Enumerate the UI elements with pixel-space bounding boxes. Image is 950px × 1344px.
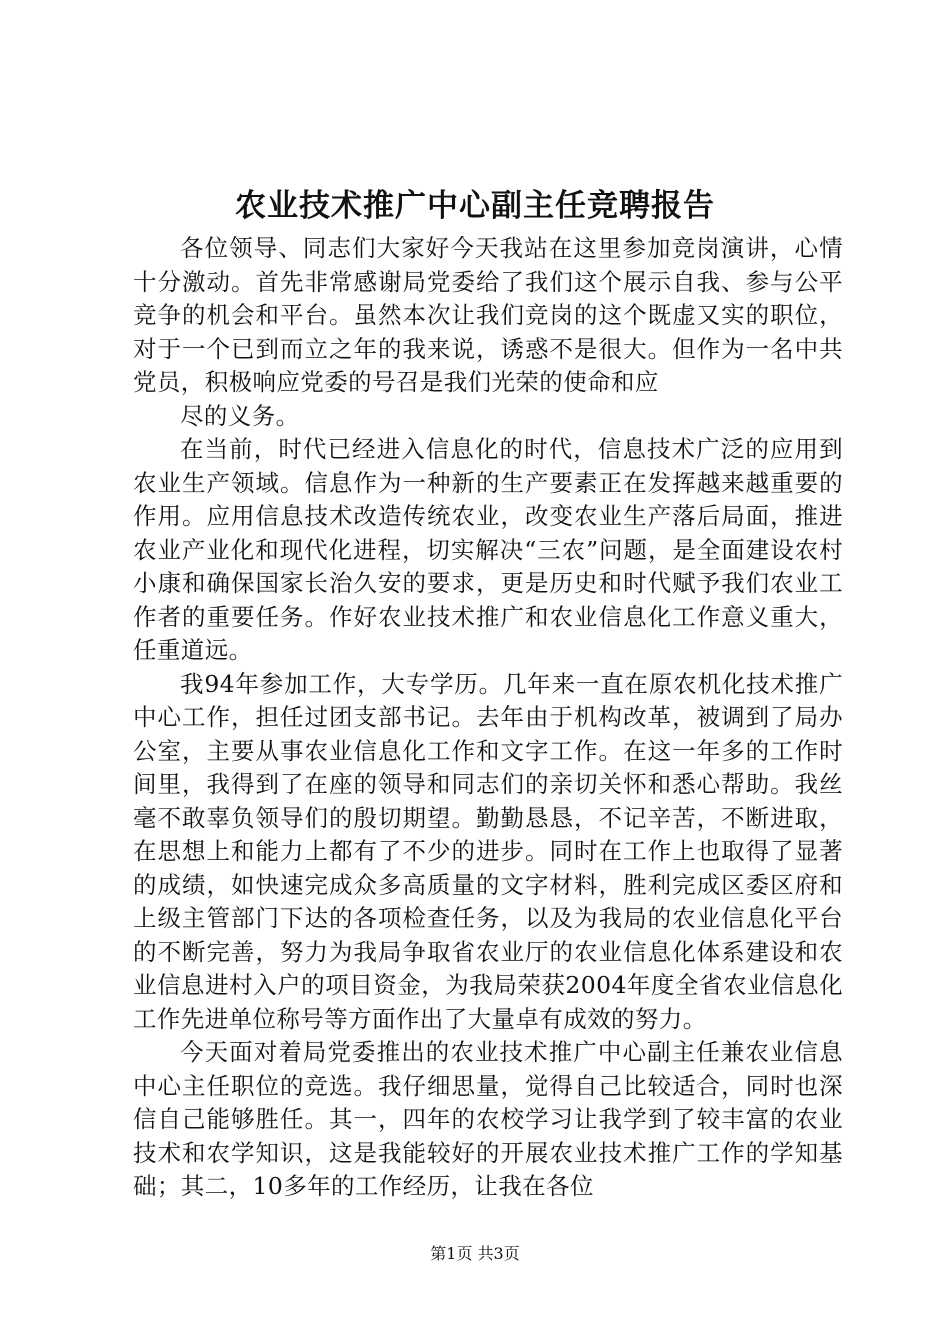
paragraph-candidacy: 今天面对着局党委推出的农业技术推广中心副主任兼农业信息中心主任职位的竞选。我仔细思量，觉得自己比较适合，同时也深信自己能够胜任。其一，四年的农校学习让我学到了较丰富的农业技术和农学知识，这是我能较好的开展农业技术推广工作的学知基础；其二，10多年的工作经历，让我在各位 bbox=[133, 1038, 843, 1200]
paragraph-informatization: 在当前，时代已经进入信息化的时代，信息技术广泛的应用到农业生产领域。信息作为一种新的生产要素正在发挥越来越重要的作用。应用信息技术改造传统农业，改变农业生产落后局面，推进农业产业化和现代化进程，切实解决“三农”问题，是全面建设农村小康和确保国家长治久安的要求，更是历史和时代赋予我们农业工作者的重要任务。作好农业技术推广和农业信息化工作意义重大，任重道远。 bbox=[133, 435, 843, 664]
paragraph-greeting: 各位领导、同志们大家好今天我站在这里参加竞岗演讲，心情十分激动。首先非常感谢局党委给了我们这个展示自我、参与公平竞争的机会和平台。虽然本次让我们竞岗的这个既虚又实的职位，对于一个已到而立之年的我来说，诱惑不是很大。但作为一名中共党员，积极响应党委的号召是我们光荣的使命和应 bbox=[133, 234, 843, 396]
page-footer: 第1页 共3页 bbox=[430, 1244, 520, 1263]
paragraph-experience: 我94年参加工作，大专学历。几年来一直在原农机化技术推广中心工作，担任过团支部书记。去年由于机构改革，被调到了局办公室，主要从事农业信息化工作和文字工作。在这一年多的工作时间里，我得到了在座的领导和同志们的亲切关怀和悉心帮助。我丝毫不敢辜负领导们的殷切期望。勤勤恳恳，不记辛苦，不断进取，在思想上和能力上都有了不少的进步。同时在工作上也取得了显著的成绩，如快速完成众多高质量的文字材料，胜利完成区委区府和上级主管部门下达的各项检查任务，以及为我局的农业信息化平台的不断完善，努力为我局争取省农业厅的农业信息化体系建设和农业信息进村入户的项目资金，为我局荣获2004年度全省农业信息化工作先进单位称号等方面作出了大量卓有成效的努力。 bbox=[133, 669, 843, 1033]
document-title: 农业技术推广中心副主任竞聘报告 bbox=[235, 188, 715, 224]
paragraph-duty: 尽的义务。 bbox=[180, 401, 300, 430]
document-body bbox=[133, 232, 843, 1204]
